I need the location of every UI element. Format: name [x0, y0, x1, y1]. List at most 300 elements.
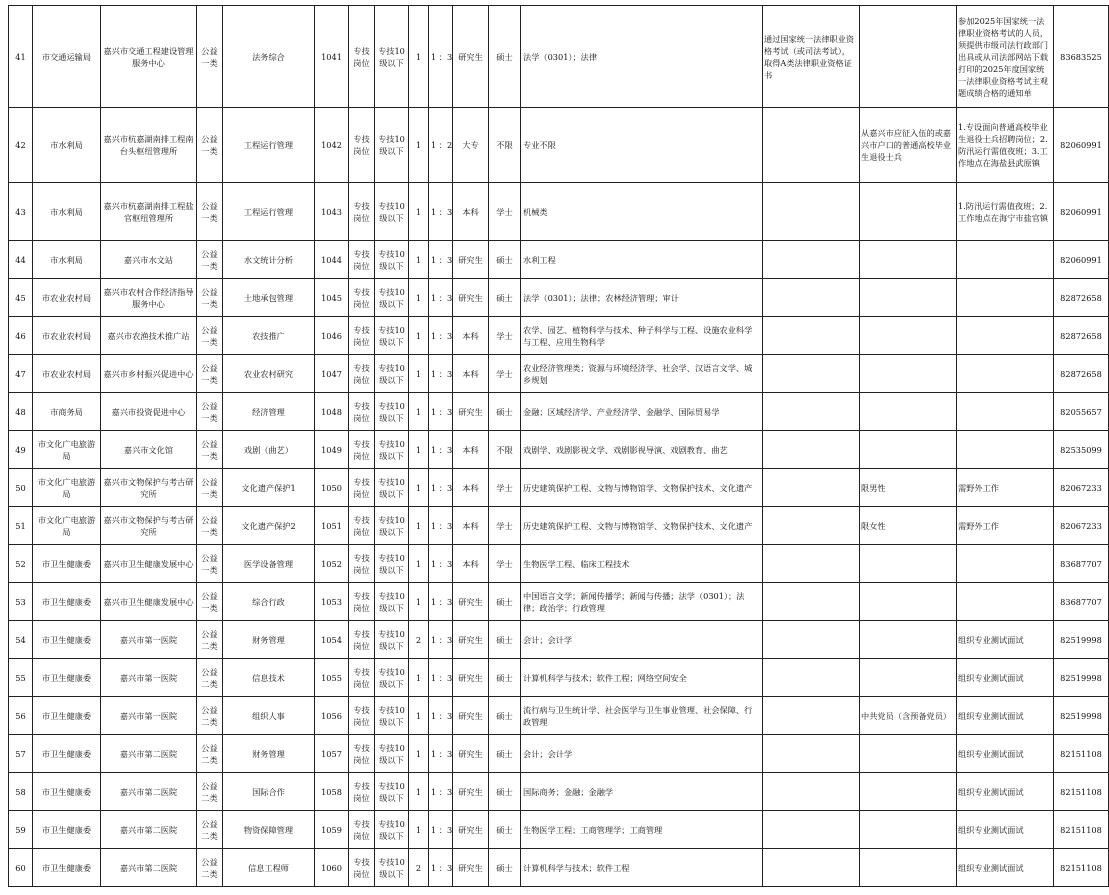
phone-cell: 82151108	[1054, 849, 1109, 887]
post-code-cell: 1059	[315, 811, 349, 849]
unit-type-cell: 公益一类	[197, 279, 223, 317]
unit-cell: 嘉兴市杭嘉湖南排工程南台头枢纽管理所	[101, 108, 197, 183]
post-nature-cell: 专技岗位	[349, 469, 375, 507]
major-cell: 生物医学工程；工商管理学；工商管理	[521, 811, 763, 849]
major-cell: 戏剧学、戏剧影视文学、戏剧影视导演、戏剧教育、曲艺	[521, 431, 763, 469]
phone-cell: 82872658	[1054, 355, 1109, 393]
ratio-cell: 1 ：3	[429, 507, 453, 545]
department-cell: 市卫生健康委	[33, 773, 101, 811]
post-code-cell: 1057	[315, 735, 349, 773]
hire-count-cell: 1	[409, 431, 429, 469]
post-code-cell: 1041	[315, 6, 349, 108]
unit-type-cell: 公益一类	[197, 507, 223, 545]
degree-cell: 硕士	[489, 849, 521, 887]
other-requirement-cell	[860, 811, 957, 849]
unit-type-cell: 公益二类	[197, 811, 223, 849]
note-cell	[957, 545, 1054, 583]
row-number: 46	[9, 317, 33, 355]
post-level-cell: 专技10级以下	[375, 849, 409, 887]
major-cell: 农学、园艺、植物科学与技术、种子科学与工程、设施农业科学与工程、应用生物科学	[521, 317, 763, 355]
row-number: 51	[9, 507, 33, 545]
hire-count-cell: 1	[409, 773, 429, 811]
other-requirement-cell	[860, 621, 957, 659]
phone-cell: 83683525	[1054, 6, 1109, 108]
certificate-cell	[763, 773, 860, 811]
post-code-cell: 1042	[315, 108, 349, 183]
note-cell: 组织专业测试面试	[957, 849, 1054, 887]
row-number: 45	[9, 279, 33, 317]
other-requirement-cell	[860, 6, 957, 108]
other-requirement-cell	[860, 431, 957, 469]
post-nature-cell: 专技岗位	[349, 431, 375, 469]
ratio-cell: 1 ：3	[429, 697, 453, 735]
other-requirement-cell: 限女性	[860, 507, 957, 545]
note-cell	[957, 431, 1054, 469]
post-code-cell: 1058	[315, 773, 349, 811]
post-code-cell: 1056	[315, 697, 349, 735]
education-cell: 研究生	[453, 241, 489, 279]
table-row	[9, 317, 1109, 355]
unit-type-cell: 公益一类	[197, 6, 223, 108]
note-cell: 1.专设面向普通高校毕业生退役士兵招聘岗位；2.防汛运行需值夜班；3.工作地点在海盐县武原镇	[957, 108, 1054, 183]
post-code-cell: 1053	[315, 583, 349, 621]
phone-cell: 82151108	[1054, 735, 1109, 773]
unit-type-cell: 公益二类	[197, 849, 223, 887]
ratio-cell: 1 ：3	[429, 583, 453, 621]
post-code-cell: 1046	[315, 317, 349, 355]
table-row	[9, 108, 1109, 183]
note-cell: 需野外工作	[957, 469, 1054, 507]
row-number: 50	[9, 469, 33, 507]
department-cell: 市农业农村局	[33, 279, 101, 317]
major-cell: 国际商务；金融；金融学	[521, 773, 763, 811]
department-cell: 市农业农村局	[33, 317, 101, 355]
post-nature-cell: 专技岗位	[349, 811, 375, 849]
post-name-cell: 信息工程师	[223, 849, 315, 887]
post-name-cell: 组织人事	[223, 697, 315, 735]
note-cell: 组织专业测试面试	[957, 621, 1054, 659]
ratio-cell: 1 ：3	[429, 849, 453, 887]
department-cell: 市水利局	[33, 108, 101, 183]
other-requirement-cell	[860, 773, 957, 811]
table-row	[9, 393, 1109, 431]
note-cell: 1.防汛运行需值夜班；2.工作地点在海宁市盐官镇	[957, 183, 1054, 241]
education-cell: 本科	[453, 545, 489, 583]
certificate-cell	[763, 279, 860, 317]
degree-cell: 不限	[489, 108, 521, 183]
phone-cell: 82872658	[1054, 279, 1109, 317]
ratio-cell: 1 ：3	[429, 183, 453, 241]
certificate-cell	[763, 735, 860, 773]
post-level-cell: 专技10级以下	[375, 108, 409, 183]
phone-cell: 82519998	[1054, 621, 1109, 659]
degree-cell: 硕士	[489, 773, 521, 811]
education-cell: 研究生	[453, 697, 489, 735]
certificate-cell	[763, 583, 860, 621]
hire-count-cell: 1	[409, 507, 429, 545]
unit-cell: 嘉兴市文物保护与考古研究所	[101, 507, 197, 545]
post-nature-cell: 专技岗位	[349, 108, 375, 183]
post-nature-cell: 专技岗位	[349, 583, 375, 621]
education-cell: 研究生	[453, 583, 489, 621]
phone-cell: 82055657	[1054, 393, 1109, 431]
table-row	[9, 355, 1109, 393]
note-cell	[957, 355, 1054, 393]
unit-cell: 嘉兴市第一医院	[101, 621, 197, 659]
post-level-cell: 专技10级以下	[375, 583, 409, 621]
post-level-cell: 专技10级以下	[375, 241, 409, 279]
degree-cell: 学士	[489, 545, 521, 583]
phone-cell: 82535099	[1054, 431, 1109, 469]
hire-count-cell: 1	[409, 545, 429, 583]
unit-type-cell: 公益一类	[197, 431, 223, 469]
post-code-cell: 1054	[315, 621, 349, 659]
note-cell: 组织专业测试面试	[957, 735, 1054, 773]
certificate-cell	[763, 849, 860, 887]
phone-cell: 82067233	[1054, 469, 1109, 507]
major-cell: 法学（0301）；法律	[521, 6, 763, 108]
hire-count-cell: 1	[409, 108, 429, 183]
degree-cell: 硕士	[489, 279, 521, 317]
certificate-cell	[763, 183, 860, 241]
hire-count-cell: 1	[409, 735, 429, 773]
post-nature-cell: 专技岗位	[349, 355, 375, 393]
row-number: 60	[9, 849, 33, 887]
note-cell	[957, 279, 1054, 317]
education-cell: 本科	[453, 355, 489, 393]
post-name-cell: 农业农村研究	[223, 355, 315, 393]
post-name-cell: 综合行政	[223, 583, 315, 621]
education-cell: 研究生	[453, 811, 489, 849]
ratio-cell: 1 ：3	[429, 317, 453, 355]
hire-count-cell: 1	[409, 355, 429, 393]
ratio-cell: 1 ：3	[429, 659, 453, 697]
major-cell: 计算机科学与技术；软件工程；网络空间安全	[521, 659, 763, 697]
unit-cell: 嘉兴市第二医院	[101, 773, 197, 811]
certificate-cell	[763, 317, 860, 355]
major-cell: 会计；会计学	[521, 735, 763, 773]
education-cell: 本科	[453, 183, 489, 241]
degree-cell: 学士	[489, 183, 521, 241]
table-row	[9, 849, 1109, 887]
table-row	[9, 469, 1109, 507]
education-cell: 研究生	[453, 849, 489, 887]
post-code-cell: 1044	[315, 241, 349, 279]
degree-cell: 学士	[489, 317, 521, 355]
certificate-cell	[763, 469, 860, 507]
ratio-cell: 1 ：3	[429, 545, 453, 583]
ratio-cell: 1 ：3	[429, 735, 453, 773]
certificate-cell	[763, 507, 860, 545]
unit-type-cell: 公益一类	[197, 393, 223, 431]
phone-cell: 83687707	[1054, 545, 1109, 583]
post-code-cell: 1043	[315, 183, 349, 241]
unit-cell: 嘉兴市卫生健康发展中心	[101, 545, 197, 583]
post-code-cell: 1049	[315, 431, 349, 469]
unit-cell: 嘉兴市水文站	[101, 241, 197, 279]
phone-cell: 82872658	[1054, 317, 1109, 355]
post-name-cell: 工程运行管理	[223, 108, 315, 183]
unit-cell: 嘉兴市卫生健康发展中心	[101, 583, 197, 621]
major-cell: 水利工程	[521, 241, 763, 279]
row-number: 56	[9, 697, 33, 735]
ratio-cell: 1 ：2	[429, 108, 453, 183]
department-cell: 市卫生健康委	[33, 735, 101, 773]
unit-cell: 嘉兴市第一医院	[101, 697, 197, 735]
education-cell: 研究生	[453, 393, 489, 431]
row-number: 49	[9, 431, 33, 469]
post-level-cell: 专技10级以下	[375, 355, 409, 393]
department-cell: 市卫生健康委	[33, 545, 101, 583]
post-code-cell: 1045	[315, 279, 349, 317]
unit-type-cell: 公益二类	[197, 697, 223, 735]
phone-cell: 82151108	[1054, 811, 1109, 849]
degree-cell: 学士	[489, 469, 521, 507]
post-nature-cell: 专技岗位	[349, 183, 375, 241]
education-cell: 研究生	[453, 773, 489, 811]
unit-type-cell: 公益一类	[197, 317, 223, 355]
major-cell: 历史建筑保护工程、文物与博物馆学、文物保护技术、文化遗产	[521, 507, 763, 545]
hire-count-cell: 1	[409, 241, 429, 279]
unit-cell: 嘉兴市杭嘉湖南排工程盐官枢纽管理所	[101, 183, 197, 241]
post-code-cell: 1052	[315, 545, 349, 583]
other-requirement-cell	[860, 355, 957, 393]
post-level-cell: 专技10级以下	[375, 279, 409, 317]
post-nature-cell: 专技岗位	[349, 849, 375, 887]
post-name-cell: 财务管理	[223, 621, 315, 659]
post-name-cell: 戏剧（曲艺）	[223, 431, 315, 469]
post-name-cell: 工程运行管理	[223, 183, 315, 241]
certificate-cell: 通过国家统一法律职业资格考试（或司法考试），取得A类法律职业资格证书	[763, 6, 860, 108]
post-nature-cell: 专技岗位	[349, 317, 375, 355]
degree-cell: 硕士	[489, 6, 521, 108]
table-row	[9, 659, 1109, 697]
phone-cell: 82067233	[1054, 507, 1109, 545]
unit-cell: 嘉兴市农渔技术推广站	[101, 317, 197, 355]
hire-count-cell: 1	[409, 811, 429, 849]
certificate-cell	[763, 659, 860, 697]
certificate-cell	[763, 355, 860, 393]
table-row	[9, 183, 1109, 241]
table-row	[9, 241, 1109, 279]
unit-type-cell: 公益一类	[197, 108, 223, 183]
note-cell	[957, 393, 1054, 431]
department-cell: 市卫生健康委	[33, 849, 101, 887]
degree-cell: 硕士	[489, 621, 521, 659]
post-level-cell: 专技10级以下	[375, 431, 409, 469]
certificate-cell	[763, 811, 860, 849]
post-level-cell: 专技10级以下	[375, 811, 409, 849]
other-requirement-cell	[860, 545, 957, 583]
department-cell: 市卫生健康委	[33, 697, 101, 735]
recruitment-table	[8, 5, 1109, 887]
education-cell: 研究生	[453, 279, 489, 317]
certificate-cell	[763, 431, 860, 469]
degree-cell: 学士	[489, 355, 521, 393]
hire-count-cell: 2	[409, 849, 429, 887]
ratio-cell: 1 ：3	[429, 621, 453, 659]
certificate-cell	[763, 621, 860, 659]
note-cell: 组织专业测试面试	[957, 811, 1054, 849]
education-cell: 研究生	[453, 735, 489, 773]
post-nature-cell: 专技岗位	[349, 621, 375, 659]
unit-type-cell: 公益一类	[197, 355, 223, 393]
table-body	[9, 6, 1109, 887]
major-cell: 会计；会计学	[521, 621, 763, 659]
other-requirement-cell	[860, 317, 957, 355]
other-requirement-cell	[860, 279, 957, 317]
phone-cell: 82060991	[1054, 241, 1109, 279]
major-cell: 流行病与卫生统计学、社会医学与卫生事业管理、社会保障、行政管理	[521, 697, 763, 735]
education-cell: 本科	[453, 507, 489, 545]
phone-cell: 83687707	[1054, 583, 1109, 621]
post-level-cell: 专技10级以下	[375, 183, 409, 241]
unit-type-cell: 公益一类	[197, 545, 223, 583]
major-cell: 机械类	[521, 183, 763, 241]
post-level-cell: 专技10级以下	[375, 317, 409, 355]
degree-cell: 硕士	[489, 735, 521, 773]
department-cell: 市水利局	[33, 183, 101, 241]
unit-cell: 嘉兴市第二医院	[101, 849, 197, 887]
hire-count-cell: 1	[409, 393, 429, 431]
degree-cell: 硕士	[489, 241, 521, 279]
post-level-cell: 专技10级以下	[375, 697, 409, 735]
department-cell: 市商务局	[33, 393, 101, 431]
unit-cell: 嘉兴市第一医院	[101, 659, 197, 697]
note-cell: 组织专业测试面试	[957, 697, 1054, 735]
ratio-cell: 1 ：3	[429, 241, 453, 279]
degree-cell: 硕士	[489, 583, 521, 621]
unit-type-cell: 公益二类	[197, 773, 223, 811]
post-level-cell: 专技10级以下	[375, 735, 409, 773]
hire-count-cell: 1	[409, 469, 429, 507]
hire-count-cell: 1	[409, 183, 429, 241]
certificate-cell	[763, 108, 860, 183]
unit-cell: 嘉兴市交通工程建设管理服务中心	[101, 6, 197, 108]
department-cell: 市文化广电旅游局	[33, 469, 101, 507]
post-code-cell: 1050	[315, 469, 349, 507]
post-level-cell: 专技10级以下	[375, 393, 409, 431]
unit-type-cell: 公益一类	[197, 241, 223, 279]
post-name-cell: 土地承包管理	[223, 279, 315, 317]
major-cell: 法学（0301）；法律；农林经济管理；审计	[521, 279, 763, 317]
unit-cell: 嘉兴市投资促进中心	[101, 393, 197, 431]
row-number: 44	[9, 241, 33, 279]
hire-count-cell: 1	[409, 279, 429, 317]
note-cell: 组织专业测试面试	[957, 659, 1054, 697]
unit-type-cell: 公益二类	[197, 659, 223, 697]
post-nature-cell: 专技岗位	[349, 659, 375, 697]
post-name-cell: 法务综合	[223, 6, 315, 108]
note-cell: 参加2025年国家统一法律职业资格考试的人员，须提供市级司法行政部门出具或从司法部网站下载打印的2025年度国家统一法律职业资格考试主观题成绩合格的通知单	[957, 6, 1054, 108]
education-cell: 本科	[453, 469, 489, 507]
education-cell: 大专	[453, 108, 489, 183]
major-cell: 计算机科学与技术；软件工程	[521, 849, 763, 887]
degree-cell: 硕士	[489, 697, 521, 735]
department-cell: 市卫生健康委	[33, 659, 101, 697]
unit-cell: 嘉兴市文物保护与考古研究所	[101, 469, 197, 507]
table-row	[9, 583, 1109, 621]
row-number: 55	[9, 659, 33, 697]
other-requirement-cell	[860, 583, 957, 621]
table-row	[9, 6, 1109, 108]
unit-type-cell: 公益一类	[197, 469, 223, 507]
phone-cell: 82151108	[1054, 773, 1109, 811]
row-number: 52	[9, 545, 33, 583]
note-cell: 需野外工作	[957, 507, 1054, 545]
hire-count-cell: 1	[409, 6, 429, 108]
degree-cell: 学士	[489, 507, 521, 545]
post-level-cell: 专技10级以下	[375, 507, 409, 545]
post-name-cell: 文化遗产保护2	[223, 507, 315, 545]
ratio-cell: 1 ：3	[429, 6, 453, 108]
ratio-cell: 1 ：3	[429, 811, 453, 849]
post-name-cell: 经济管理	[223, 393, 315, 431]
post-code-cell: 1051	[315, 507, 349, 545]
row-number: 41	[9, 6, 33, 108]
post-level-cell: 专技10级以下	[375, 773, 409, 811]
hire-count-cell: 1	[409, 697, 429, 735]
phone-cell: 82519998	[1054, 659, 1109, 697]
other-requirement-cell: 限男性	[860, 469, 957, 507]
other-requirement-cell	[860, 659, 957, 697]
other-requirement-cell	[860, 735, 957, 773]
row-number: 57	[9, 735, 33, 773]
table-row	[9, 279, 1109, 317]
post-name-cell: 水文统计分析	[223, 241, 315, 279]
post-name-cell: 信息技术	[223, 659, 315, 697]
post-name-cell: 物资保障管理	[223, 811, 315, 849]
education-cell: 本科	[453, 317, 489, 355]
unit-cell: 嘉兴市第二医院	[101, 811, 197, 849]
education-cell: 研究生	[453, 6, 489, 108]
post-name-cell: 文化遗产保护1	[223, 469, 315, 507]
post-nature-cell: 专技岗位	[349, 279, 375, 317]
department-cell: 市文化广电旅游局	[33, 431, 101, 469]
table-row	[9, 507, 1109, 545]
post-nature-cell: 专技岗位	[349, 6, 375, 108]
post-nature-cell: 专技岗位	[349, 735, 375, 773]
department-cell: 市卫生健康委	[33, 811, 101, 849]
unit-type-cell: 公益二类	[197, 735, 223, 773]
other-requirement-cell: 从嘉兴市应征入伍的或嘉兴市户口的普通高校毕业生退役士兵	[860, 108, 957, 183]
hire-count-cell: 1	[409, 317, 429, 355]
post-code-cell: 1055	[315, 659, 349, 697]
education-cell: 本科	[453, 431, 489, 469]
ratio-cell: 1 ：3	[429, 431, 453, 469]
phone-cell: 82519998	[1054, 697, 1109, 735]
department-cell: 市文化广电旅游局	[33, 507, 101, 545]
post-nature-cell: 专技岗位	[349, 241, 375, 279]
post-level-cell: 专技10级以下	[375, 6, 409, 108]
row-number: 47	[9, 355, 33, 393]
post-name-cell: 农技推广	[223, 317, 315, 355]
post-code-cell: 1048	[315, 393, 349, 431]
row-number: 58	[9, 773, 33, 811]
post-level-cell: 专技10级以下	[375, 469, 409, 507]
row-number: 43	[9, 183, 33, 241]
ratio-cell: 1 ：3	[429, 469, 453, 507]
unit-type-cell: 公益二类	[197, 621, 223, 659]
unit-cell: 嘉兴市乡村振兴促进中心	[101, 355, 197, 393]
phone-cell: 82060991	[1054, 183, 1109, 241]
post-level-cell: 专技10级以下	[375, 621, 409, 659]
post-nature-cell: 专技岗位	[349, 697, 375, 735]
hire-count-cell: 1	[409, 583, 429, 621]
row-number: 53	[9, 583, 33, 621]
table-row	[9, 431, 1109, 469]
table-row	[9, 697, 1109, 735]
